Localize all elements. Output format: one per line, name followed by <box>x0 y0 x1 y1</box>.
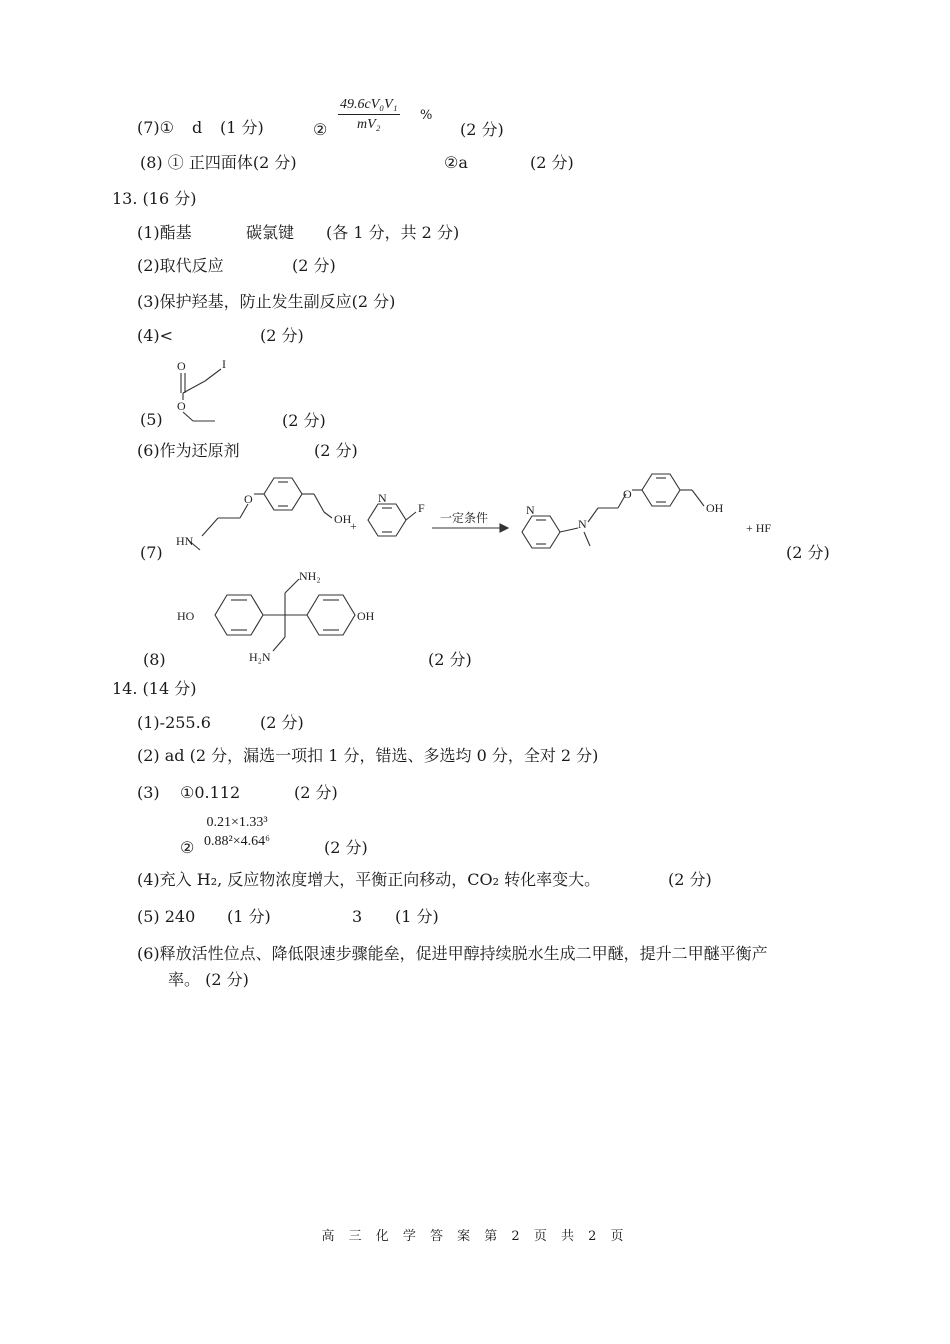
atom-oh: OH <box>334 512 352 526</box>
atom-o: O <box>177 359 186 373</box>
q14-4-text: (4)充入 H₂, 反应物浓度增大，平衡正向移动，CO₂ 转化率变大。 <box>137 870 601 889</box>
fraction-denominator: mV₂ <box>357 117 381 132</box>
reaction-condition: 一定条件 <box>440 511 489 525</box>
q14-3-circle1: ①0.112 <box>180 783 241 802</box>
q12-8-circle2: ②a <box>444 153 468 172</box>
atom-ho: HO <box>177 609 195 623</box>
atom-n: N <box>526 503 535 517</box>
q13-1-answer2: 碳氯键 <box>246 223 295 242</box>
atom-n: N <box>578 517 587 531</box>
byproduct: + HF <box>746 521 772 535</box>
fraction-numerator: 0.21×1.33³ <box>206 815 268 830</box>
q13-7-reaction <box>160 460 800 570</box>
q14-header: 14. (14 分) <box>112 679 197 698</box>
q14-2-text: (2) ad (2 分，漏选一项扣 1 分，错选、多选均 0 分，全对 2 分) <box>137 746 599 765</box>
fraction-denominator: 0.88²×4.64⁶ <box>204 834 270 849</box>
q13-2-score: (2 分) <box>292 256 336 275</box>
q14-5-answer2: 3 <box>352 907 363 926</box>
q14-3-label: (3) <box>137 783 160 802</box>
atom-n: N <box>378 491 387 505</box>
q14-3-score1: (2 分) <box>294 783 338 802</box>
q12-8-text: (8) ① 正四面体(2 分) <box>140 153 297 172</box>
q13-2-label: (2)取代反应 <box>137 256 224 275</box>
q12-7-score: (1 分) <box>220 118 264 137</box>
q14-3-fraction <box>204 814 270 852</box>
q13-8-label: (8) <box>143 650 166 669</box>
atom-f: F <box>418 501 425 515</box>
fraction-numerator: 49.6cV₀V₁ <box>338 96 400 115</box>
q14-3-score2: (2 分) <box>324 838 368 857</box>
q12-7-answer: d <box>192 118 203 137</box>
atom-h2n: H₂N <box>249 650 271 664</box>
q13-header: 13. (16 分) <box>112 189 197 208</box>
q13-6-score: (2 分) <box>314 441 358 460</box>
q13-3-text: (3)保护羟基，防止发生副反应(2 分) <box>137 292 396 311</box>
q13-8-structure <box>175 565 435 665</box>
q14-6-line2: 率。 (2 分) <box>168 970 249 989</box>
q13-7-score: (2 分) <box>786 543 830 562</box>
atom-i: I <box>222 357 226 371</box>
percent-sign: % <box>420 108 433 123</box>
q12-7-fraction <box>338 96 400 135</box>
q12-7-circle2: ② <box>313 120 328 139</box>
atom-o: O <box>177 399 186 413</box>
atom-oh: OH <box>706 501 724 515</box>
page-footer: 高 三 化 学 答 案 第 2 页 共 2 页 <box>321 1229 629 1244</box>
q14-5-score1: (1 分) <box>227 907 271 926</box>
q14-1-label: (1)-255.6 <box>137 713 211 732</box>
q14-3-circle2: ② <box>180 838 195 857</box>
q14-5-score2: (1 分) <box>395 907 439 926</box>
atom-nh2: NH₂ <box>299 569 321 583</box>
q13-5-label: (5) <box>140 410 163 429</box>
q13-1-score: (各 1 分，共 2 分) <box>326 223 460 242</box>
q12-7-score2: (2 分) <box>460 120 504 139</box>
q13-5-structure <box>165 355 245 435</box>
q14-1-score: (2 分) <box>260 713 304 732</box>
q12-7-label: (7)① <box>137 118 175 137</box>
q14-5-label: (5) 240 <box>137 907 196 926</box>
q13-7-label: (7) <box>140 543 163 562</box>
q14-6-line1: (6)释放活性位点、降低限速步骤能垒，促进甲醇持续脱水生成二甲醚，提升二甲醚平衡产 <box>137 944 768 963</box>
atom-o: O <box>244 492 253 506</box>
q13-6-label: (6)作为还原剂 <box>137 441 240 460</box>
atom-oh: OH <box>357 609 375 623</box>
plus-sign: + <box>350 519 357 533</box>
atom-hn: HN <box>176 534 194 548</box>
q13-4-score: (2 分) <box>260 326 304 345</box>
q13-5-score: (2 分) <box>282 411 326 430</box>
q13-4-label: (4)< <box>137 326 174 345</box>
q13-1-label: (1)酯基 <box>137 223 192 242</box>
q13-8-score: (2 分) <box>428 650 472 669</box>
atom-o: O <box>623 487 632 501</box>
q14-4-score: (2 分) <box>668 870 712 889</box>
q12-8-score2: (2 分) <box>530 153 574 172</box>
